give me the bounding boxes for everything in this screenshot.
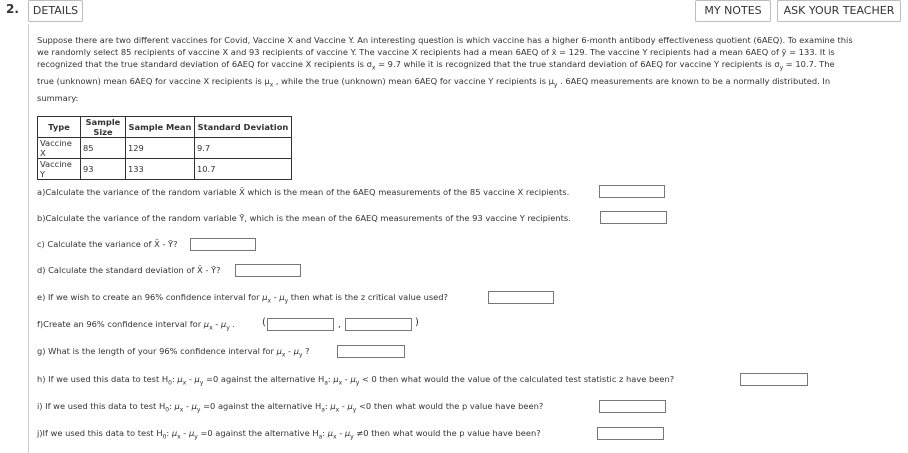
table-cell: 129 [126, 138, 195, 159]
intro-line-1: Suppose there are two different vaccines for Covid, Vaccine X and Vaccine Y. An interesting question is which vaccine has a higher 6-month antibody effectiveness quotient (6AEQ). To examine this [37, 35, 853, 45]
question-h: h) If we used this data to test $H_0$: $\mu_x - \mu_y =0$ against the alternative $H_a$: $\mu_x - \mu_y < 0$ then what would the value of the calculated test statistic z have been? [37, 374, 675, 387]
question-f: f)Create an 96% confidence interval for $\mu_x - \mu_y$ . [37, 319, 236, 332]
table-header: Type [38, 117, 81, 138]
question-e: e) If we wish to create an 96% confidence interval for $\mu_x - \mu_y$ then what is the z critical value used? [37, 292, 448, 305]
question-j: j)If we used this data to test $H_0$: $\mu_x - \mu_y =0$ against the alternative $H_a$: $\mu_x - \mu_y \ne 0$ then what would the p value have been? [37, 428, 541, 441]
table-row [38, 159, 292, 180]
answer-g-input[interactable] [337, 345, 405, 358]
interval-separator: , [338, 320, 341, 330]
table-cell: 93 [81, 159, 126, 180]
table-cell: 133 [126, 159, 195, 180]
table-header: Sample Size [81, 117, 126, 138]
question-c: c) Calculate the variance of X̄ - Ȳ? [37, 239, 178, 249]
question-b: b)Calculate the variance of the random variable Ȳ, which is the mean of the 6AEQ measurements of the 93 vaccine Y recipients. [37, 213, 571, 223]
table-cell: Vaccine Y [38, 159, 81, 180]
table-header: Standard Deviation [195, 117, 292, 138]
intro-line-2: we randomly select 85 recipients of vaccine X and 93 recipients of vaccine Y. The vaccine X recipients had a mean 6AEQ of x̄ = 129. The vaccine Y recipients had a mean 6AEQ of ȳ = 133. It is [37, 47, 835, 58]
answer-e-input[interactable] [488, 291, 554, 304]
problem-statement [37, 34, 897, 104]
answer-a-input[interactable] [599, 185, 665, 198]
table-cell: 85 [81, 138, 126, 159]
details-button[interactable]: DETAILS [28, 0, 83, 22]
answer-h-input[interactable] [740, 373, 808, 386]
question-number: 2. [6, 2, 19, 16]
answer-j-input[interactable] [597, 427, 664, 440]
answer-f-lower-input[interactable] [267, 318, 334, 331]
question-i: i) If we used this data to test $H_0$: $\mu_x - \mu_y =0$ against the alternative $H_a$: $\mu_x - \mu_y <0$ then what would the p value have been? [37, 401, 544, 414]
question-d: d) Calculate the standard deviation of X̄ - Ȳ? [37, 265, 221, 275]
table-cell: 10.7 [195, 159, 292, 180]
intro-line-5: summary: [37, 93, 79, 104]
question-content [28, 24, 901, 453]
ask-your-teacher-button[interactable]: ASK YOUR TEACHER [777, 0, 901, 22]
answer-i-input[interactable] [599, 400, 666, 413]
question-header [0, 0, 908, 22]
intro-line-3: recognized that the true standard deviation of 6AEQ for vaccine X recipients is $\sigma_x = 9.7$ while it is recognized that the true standard deviation of 6AEQ for vaccine Y recipients is $\sigma_y = 10.7$. The [37, 59, 835, 73]
question-a: a)Calculate the variance of the random variable X̄ which is the mean of the 6AEQ measurements of the 85 vaccine X recipients. [37, 187, 570, 197]
answer-f-upper-input[interactable] [345, 318, 412, 331]
answer-b-input[interactable] [600, 211, 667, 224]
my-notes-button[interactable]: MY NOTES [695, 0, 771, 22]
answer-d-input[interactable] [235, 264, 301, 277]
table-cell: Vaccine X [38, 138, 81, 159]
table-row [38, 138, 292, 159]
answer-c-input[interactable] [190, 238, 256, 251]
table-cell: 9.7 [195, 138, 292, 159]
summary-table [37, 116, 292, 180]
intro-line-4: true (unknown) mean 6AEQ for vaccine X recipients is $\mu_x$ , while the true (unknown) mean 6AEQ for vaccine Y recipients is $\mu_y$ . 6AEQ measurements are known to be a normally distributed. In [37, 76, 831, 89]
interval-open-paren: ( [262, 317, 266, 328]
table-header-row [38, 117, 292, 138]
question-g: g) What is the length of your 96% confidence interval for $\mu_x - \mu_y$ ? [37, 346, 310, 359]
interval-close-paren: ) [415, 317, 419, 328]
table-header: Sample Mean [126, 117, 195, 138]
